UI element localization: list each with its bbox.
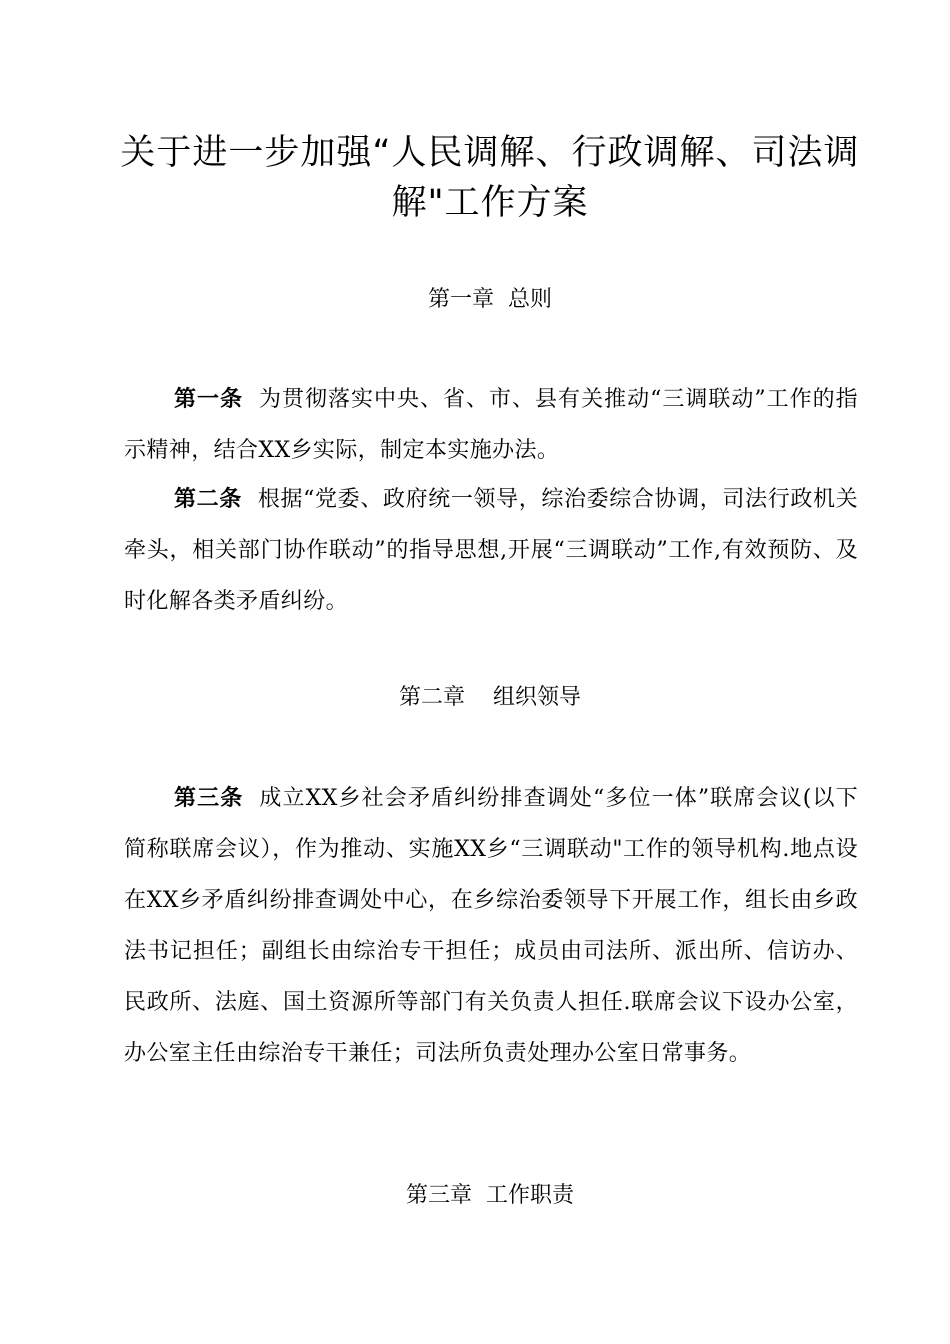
article-number: 第二条 [174, 487, 242, 512]
article-3 [124, 773, 858, 1079]
article-text: 成立XX乡社会矛盾纠纷排查调处“多位一体”联席会议(以下简称联席会议），作为推动、实施XX乡“三调联动"工作的领导机构.地点设在XX乡矛盾纠纷排查调处中心，在乡综治委领导下开展工作，组长由乡政法书记担任；副组长由综治专干担任；成员由司法所、派出所、信访办、民政所、法庭、国土资源所等部门有关负责人担任.联席会议下设办公室，办公室主任由综治专干兼任；司法所负责处理办公室日常事务。 [124, 786, 859, 1066]
article-text: 根据“党委、政府统一领导，综治委综合协调，司法行政机关牵头，相关部门协作联动”的指导思想,开展“三调联动”工作,有效预防、及时化解各类矛盾纠纷。 [124, 487, 858, 614]
article-2 [124, 474, 858, 627]
article-1 [124, 374, 858, 476]
chapter-heading-2: 第二章 组织领导 [399, 685, 581, 710]
chapter-heading-1: 第一章 总则 [428, 287, 552, 312]
article-number: 第三条 [174, 786, 244, 811]
chapter-heading-3: 第三章 工作职责 [406, 1183, 574, 1208]
document-title: 关于进一步加强“人民调解、行政调解、司法调解"工作方案 [120, 133, 860, 223]
article-number: 第一条 [174, 387, 244, 412]
article-text: 为贯彻落实中央、省、市、县有关推动“三调联动”工作的指示精神，结合XX乡实际，制定本实施办法。 [124, 387, 859, 463]
